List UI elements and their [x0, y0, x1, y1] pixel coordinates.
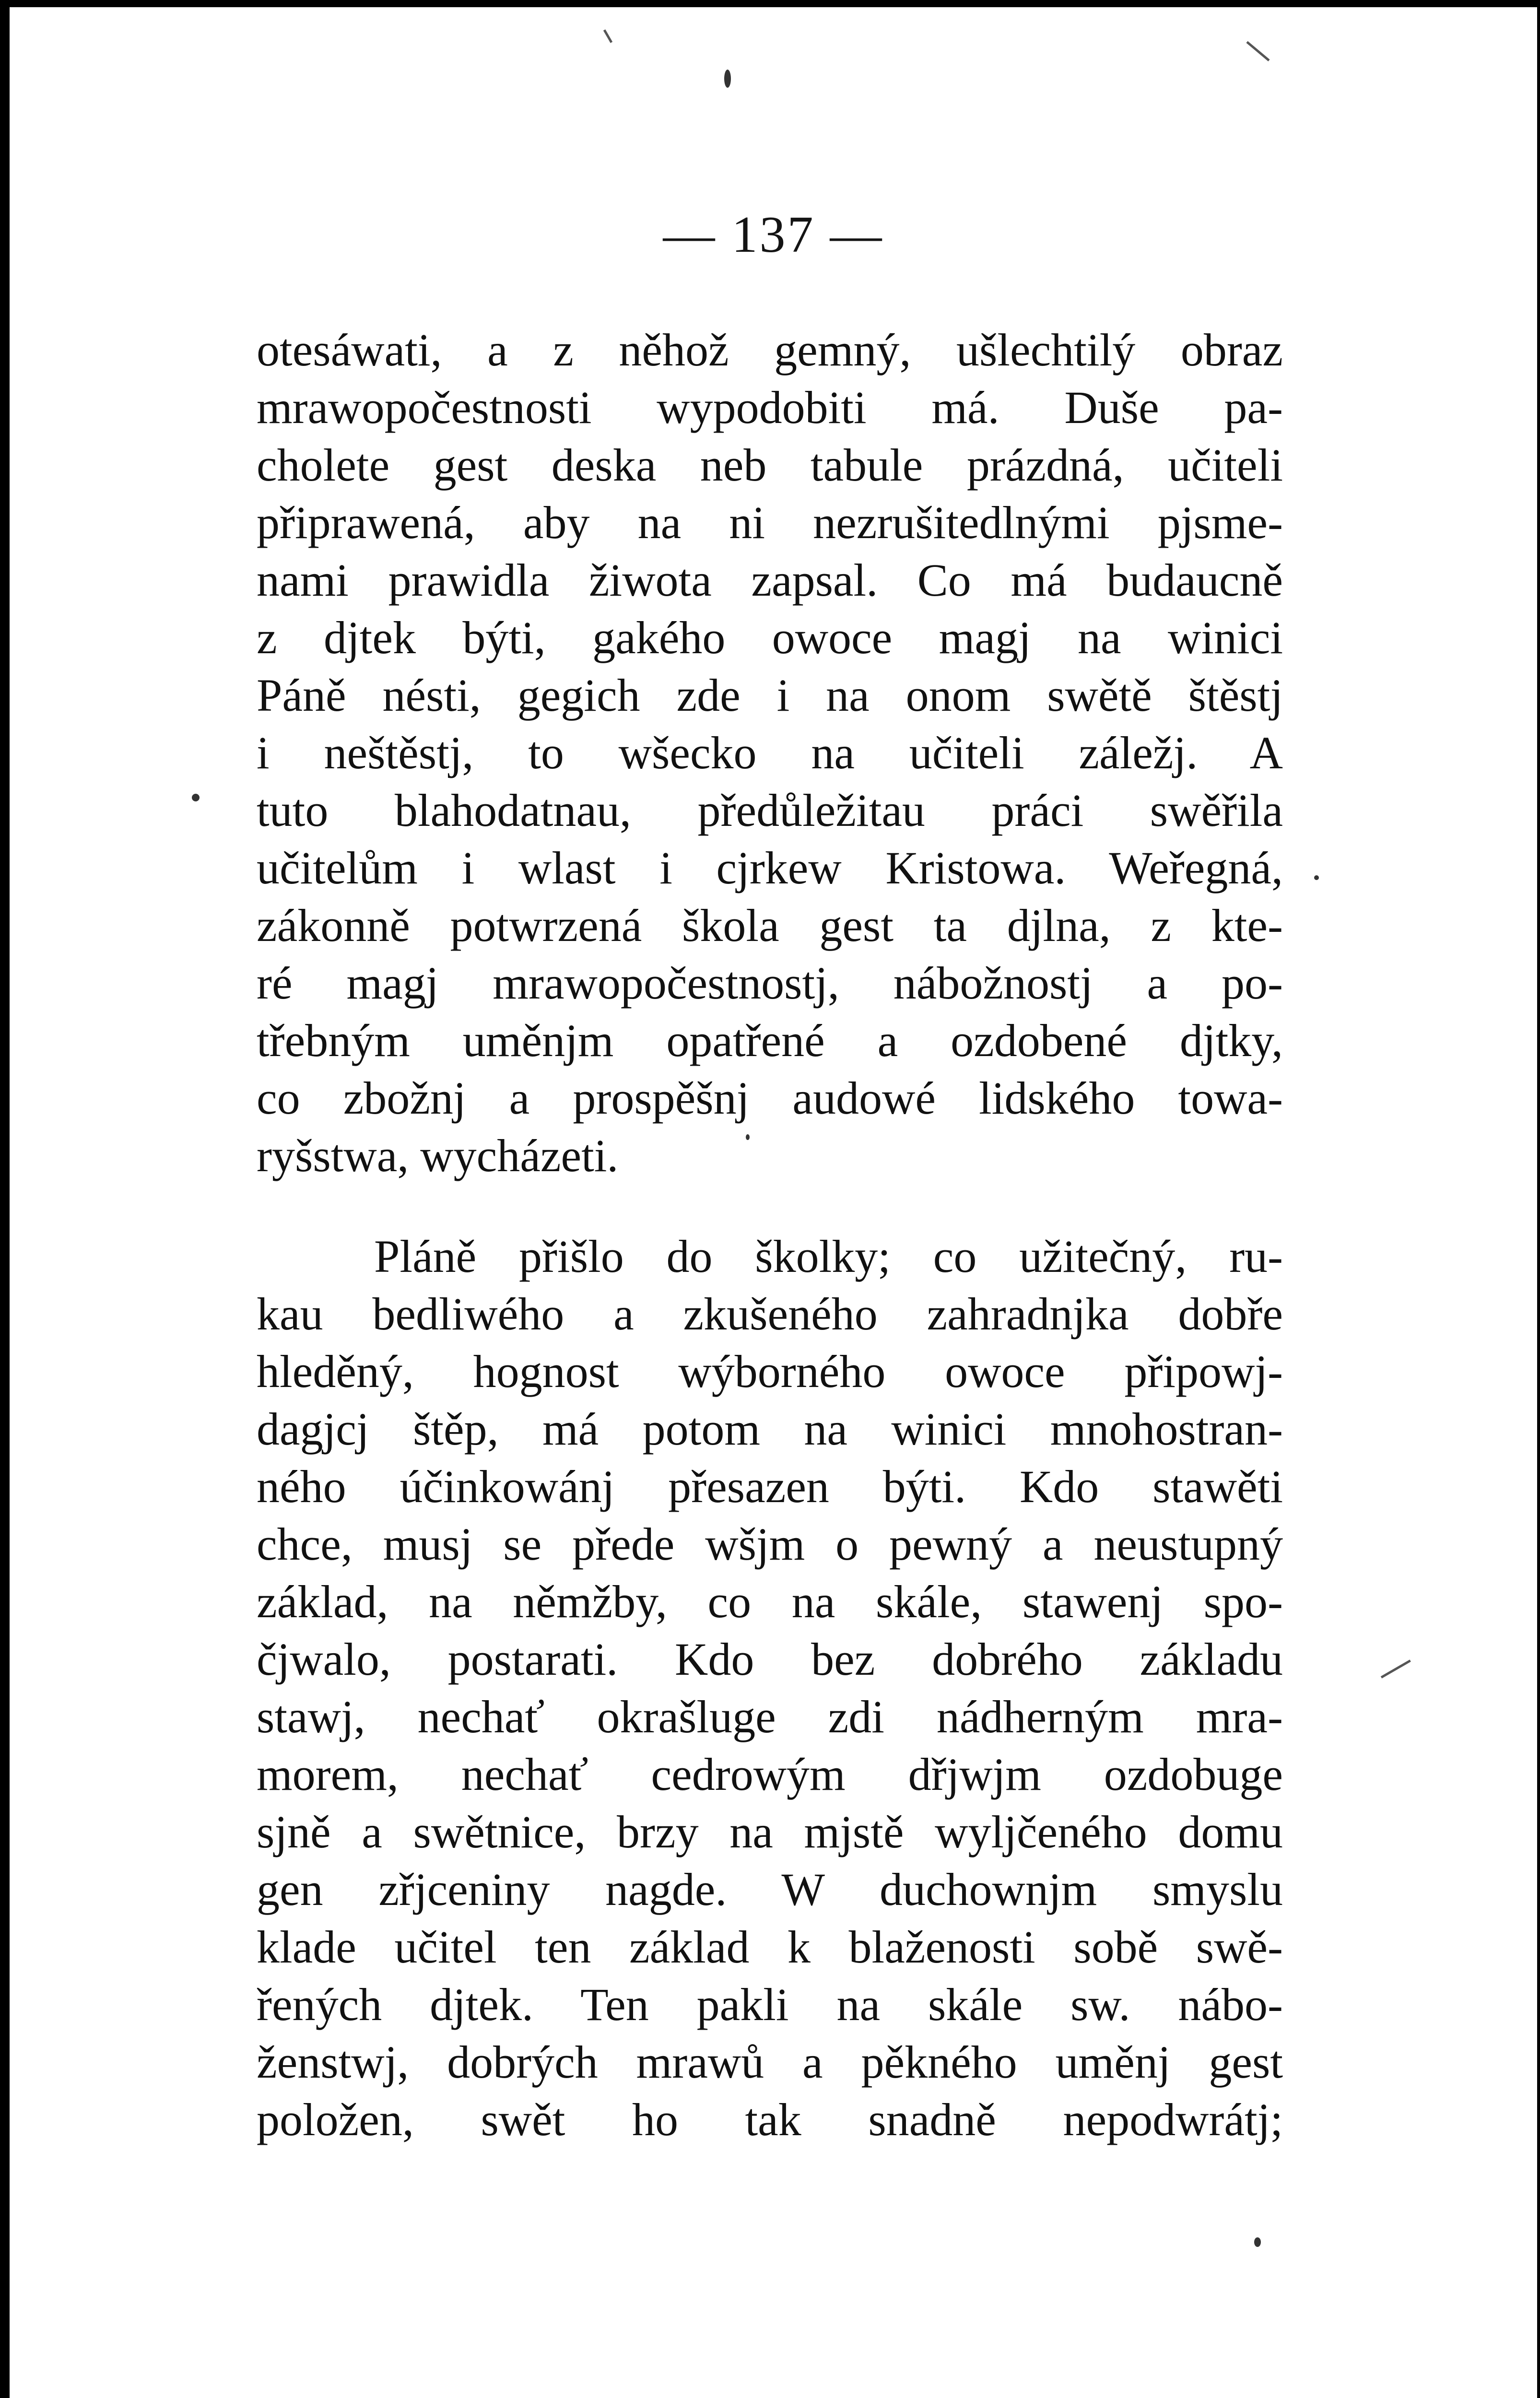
text-line: nami prawidla žiwota zapsal. Co má budaucně	[257, 554, 1283, 606]
text-line: základ, na němžby, co na skále, stawenj spo-	[257, 1576, 1283, 1627]
scan-speck	[746, 1134, 750, 1140]
text-line: čjwalo, postarati. Kdo bez dobrého základu	[257, 1634, 1283, 1685]
text-line: ného účinkowánj přesazen býti. Kdo stawěti	[257, 1461, 1283, 1512]
text-line: stawj, nechať okrašluge zdi nádherným mra-	[257, 1691, 1283, 1742]
text-line: chce, musj se přede wšjm o pewný a neustupný	[257, 1518, 1283, 1570]
scan-speck	[1254, 2237, 1261, 2247]
text-line: třebným uměnjm opatřené a ozdobené djtky,	[257, 1015, 1283, 1066]
page-number: — 137 —	[663, 206, 884, 263]
text-line: morem, nechať cedrowým dřjwjm ozdobuge	[257, 1749, 1283, 1800]
text-line: ženstwj, dobrých mrawů a pěkného uměnj gest	[257, 2036, 1283, 2088]
text-line: učitelům i wlast i cjrkew Kristowa. Weřegná,	[257, 842, 1283, 893]
text-line: zákonně potwrzená škola gest ta djlna, z kte-	[257, 900, 1283, 951]
text-line: Pláně přišlo do školky; co užitečný, ru-	[374, 1231, 1283, 1282]
text-line: ré magj mrawopočestnostj, nábožnostj a po-	[257, 957, 1283, 1009]
text-line: hleděný, hognost wýborného owoce připowj-	[257, 1346, 1283, 1397]
scan-speck	[724, 70, 731, 88]
text-line: tuto blahodatnau, předůležitau práci swěřila	[257, 785, 1283, 836]
text-line: řených djtek. Ten pakli na skále sw. nábo-	[257, 1979, 1283, 2030]
text-line: připrawená, aby na ni nezrušitedlnými pjsme-	[257, 497, 1283, 548]
scan-scratch	[1381, 1659, 1411, 1678]
text-line: cholete gest deska neb tabule prázdná, učiteli	[257, 439, 1283, 491]
scan-scratch	[603, 29, 612, 43]
book-page	[10, 7, 1537, 2398]
text-line: položen, swět ho tak snadně nepodwrátj;	[257, 2094, 1283, 2145]
scan-speck	[1314, 875, 1319, 880]
text-line: dagjcj štěp, má potom na winici mnohostran-	[257, 1403, 1283, 1455]
text-line: klade učitel ten základ k blaženosti sobě swě-	[257, 1921, 1283, 1973]
text-line: mrawopočestnosti wypodobiti má. Duše pa-	[257, 382, 1283, 433]
text-line: z djtek býti, gakého owoce magj na winici	[257, 612, 1283, 663]
text-line: ryšstwa, wycházeti.	[257, 1130, 619, 1181]
scan-scratch	[1246, 41, 1270, 61]
text-line: i neštěstj, to wšecko na učiteli záležj. A	[257, 727, 1283, 778]
scan-speck	[192, 794, 200, 801]
text-line: co zbožnj a prospěšnj audowé lidského towa-	[257, 1072, 1283, 1124]
text-line: sjně a swětnice, brzy na mjstě wyljčeného domu	[257, 1806, 1283, 1857]
text-line: kau bedliwého a zkušeného zahradnjka dobře	[257, 1288, 1283, 1340]
text-line: otesáwati, a z něhož gemný, ušlechtilý obraz	[257, 324, 1283, 376]
text-line: Páně nésti, gegich zde i na onom swětě štěstj	[257, 670, 1283, 721]
text-line: gen zřjceniny nagde. W duchownjm smyslu	[257, 1864, 1283, 1915]
